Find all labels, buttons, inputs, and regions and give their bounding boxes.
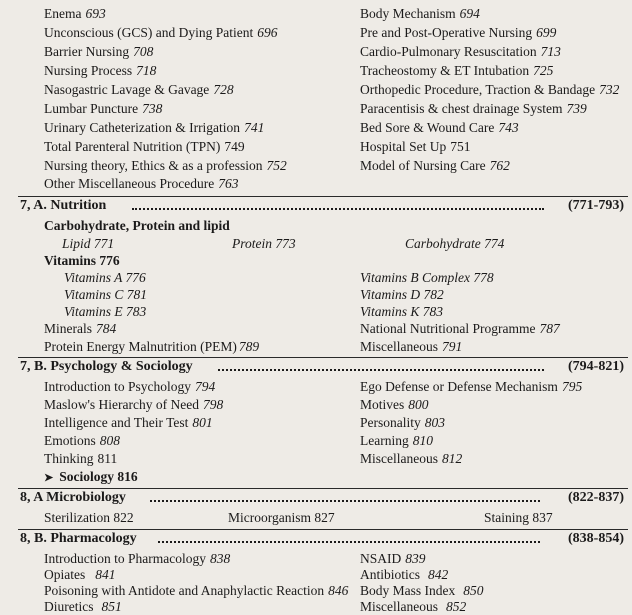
page-number: 784 bbox=[96, 321, 117, 336]
entry-label: Lumbar Puncture bbox=[44, 101, 139, 116]
entry-label: Nursing theory, Ethics & as a profession bbox=[44, 158, 263, 173]
page-number: 752 bbox=[266, 158, 287, 173]
entry-body-mechanism bbox=[360, 6, 480, 22]
entry-tracheostomy bbox=[360, 63, 553, 79]
page-number: 841 bbox=[95, 567, 116, 582]
page-number: 852 bbox=[445, 599, 467, 614]
entry-label: Poisoning with Antidote and Anaphylactic Reaction bbox=[44, 583, 325, 598]
entry-label: Maslow's Hierarchy of Need bbox=[44, 397, 200, 412]
page-number: 795 bbox=[561, 379, 583, 394]
entry-label: Personality bbox=[360, 415, 421, 430]
entry-learning bbox=[360, 433, 433, 449]
page-number: 725 bbox=[533, 63, 554, 78]
entry-other-misc-procedure bbox=[44, 176, 238, 192]
entry-bmi bbox=[360, 583, 484, 599]
page-number: 808 bbox=[99, 433, 121, 448]
entry-maslow bbox=[44, 397, 223, 413]
entry-label: Urinary Catheterization & Irrigation bbox=[44, 120, 241, 135]
page-number: 794 bbox=[195, 379, 216, 394]
entry-nasogastric bbox=[44, 82, 234, 98]
page-number: 739 bbox=[566, 101, 587, 116]
entry-emotions bbox=[44, 433, 120, 449]
entry-label: Model of Nursing Care bbox=[360, 158, 486, 173]
entry-label: Cardio-Pulmonary Resuscitation bbox=[360, 44, 537, 59]
entry-thinking bbox=[44, 451, 117, 467]
page-number: 718 bbox=[136, 63, 157, 78]
page-number: 694 bbox=[459, 6, 480, 21]
page-number: 846 bbox=[328, 583, 349, 598]
entry-intelligence bbox=[44, 415, 213, 431]
entry-diuretics bbox=[44, 599, 122, 615]
section-range-nutrition: (771-793) bbox=[568, 198, 624, 213]
entry-bed-sore bbox=[360, 120, 519, 136]
entry-label: Miscellaneous bbox=[360, 339, 438, 354]
page-number: 708 bbox=[133, 44, 154, 59]
arrow-bullet-icon: ➤ bbox=[44, 472, 54, 484]
entry-label: Paracentisis & chest drainage System bbox=[360, 101, 563, 116]
entry-microorganism: Microorganism 827 bbox=[228, 510, 335, 525]
entry-label: Bed Sore & Wound Care bbox=[360, 120, 495, 135]
entry-label: Learning bbox=[360, 433, 409, 448]
entry-minerals bbox=[44, 321, 116, 337]
entry-carbohydrate: Carbohydrate 774 bbox=[405, 236, 505, 251]
entry-label: Nasogastric Lavage & Gavage bbox=[44, 82, 210, 97]
entry-motives bbox=[360, 397, 429, 413]
entry-label: Body Mass Index bbox=[360, 583, 456, 598]
page-number: 800 bbox=[408, 397, 429, 412]
entry-label: Diuretics bbox=[44, 599, 94, 614]
page-number: 696 bbox=[257, 25, 278, 40]
entry-label: Miscellaneous bbox=[360, 451, 438, 466]
entry-poisoning bbox=[44, 583, 348, 599]
entry-sterilization: Sterilization 822 bbox=[44, 510, 134, 525]
page-number: 763 bbox=[218, 176, 239, 191]
page-number: 751 bbox=[450, 139, 471, 154]
entry-unconscious bbox=[44, 25, 277, 41]
dot-leader bbox=[132, 208, 544, 210]
entry-label: Introduction to Pharmacology bbox=[44, 551, 206, 566]
entry-label: Other Miscellaneous Procedure bbox=[44, 176, 215, 191]
page-number: 741 bbox=[244, 120, 265, 135]
entry-label: Ego Defense or Defense Mechanism bbox=[360, 379, 558, 394]
entry-urinary-catheterization bbox=[44, 120, 264, 136]
entry-hospital-set-up bbox=[360, 139, 471, 155]
page-number: 801 bbox=[192, 415, 213, 430]
entry-label: NSAID bbox=[360, 551, 402, 566]
entry-label: Emotions bbox=[44, 433, 96, 448]
entry-vitamin-e: Vitamins E 783 bbox=[64, 304, 147, 319]
section-range-microbiology: (822-837) bbox=[568, 490, 624, 505]
entry-nutrition-misc bbox=[360, 339, 462, 355]
page-number: 693 bbox=[85, 6, 106, 21]
section-rule bbox=[18, 196, 628, 197]
section-title-nutrition: 7, A. Nutrition bbox=[20, 198, 107, 213]
entry-ego-defense bbox=[360, 379, 582, 395]
entry-vitamin-c: Vitamins C 781 bbox=[64, 287, 148, 302]
entry-lipid: Lipid 771 bbox=[62, 236, 115, 251]
section-title-psychology: 7, B. Psychology & Sociology bbox=[20, 359, 193, 374]
page-number: 811 bbox=[97, 451, 118, 466]
entry-vitamin-a: Vitamins A 776 bbox=[64, 270, 146, 285]
entry-label: National Nutritional Programme bbox=[360, 321, 536, 336]
entry-label: Motives bbox=[360, 397, 405, 412]
page-number: 838 bbox=[209, 551, 231, 566]
entry-model-nursing-care bbox=[360, 158, 510, 174]
entry-pem bbox=[44, 339, 259, 355]
entry-intro-pharmacology bbox=[44, 551, 230, 567]
page-number: 787 bbox=[539, 321, 560, 336]
entry-label: Hospital Set Up bbox=[360, 139, 447, 154]
entry-label: Opiates bbox=[44, 567, 86, 582]
page-number: 803 bbox=[424, 415, 445, 430]
entry-nursing-theory bbox=[44, 158, 287, 174]
entry-label: Orthopedic Procedure, Traction & Bandage bbox=[360, 82, 596, 97]
section-range-pharmacology: (838-854) bbox=[568, 531, 624, 546]
page-number: 732 bbox=[599, 82, 620, 97]
entry-staining: Staining 837 bbox=[484, 510, 553, 525]
entry-label: Sociology 816 bbox=[59, 469, 138, 484]
entry-protein: Protein 773 bbox=[232, 236, 296, 251]
entry-label: Antibiotics bbox=[360, 567, 420, 582]
entry-label: Protein Energy Malnutrition (PEM) bbox=[44, 339, 237, 354]
entry-vitamin-b: Vitamins B Complex 778 bbox=[360, 270, 494, 285]
entry-label: Body Mechanism bbox=[360, 6, 456, 21]
page-number: 812 bbox=[441, 451, 463, 466]
entry-vitamin-k: Vitamins K 783 bbox=[360, 304, 444, 319]
page-number: 762 bbox=[489, 158, 510, 173]
page-number: 798 bbox=[203, 397, 224, 412]
entry-label: Miscellaneous bbox=[360, 599, 438, 614]
entry-vitamin-d: Vitamins D 782 bbox=[360, 287, 444, 302]
dot-leader bbox=[150, 500, 540, 502]
entry-intro-psychology bbox=[44, 379, 215, 395]
dot-leader bbox=[218, 369, 544, 371]
entry-opiates bbox=[44, 567, 116, 583]
page-number: 850 bbox=[463, 583, 484, 598]
entry-label: Introduction to Psychology bbox=[44, 379, 191, 394]
entry-label: Pre and Post-Operative Nursing bbox=[360, 25, 533, 40]
entry-label: Nursing Process bbox=[44, 63, 133, 78]
entry-tpn bbox=[44, 139, 245, 155]
page-number: 810 bbox=[412, 433, 433, 448]
entry-cpr bbox=[360, 44, 561, 60]
entry-nursing-process bbox=[44, 63, 156, 79]
entry-label: Barrier Nursing bbox=[44, 44, 130, 59]
section-range-psychology: (794-821) bbox=[568, 359, 624, 374]
entry-lumbar-puncture bbox=[44, 101, 162, 117]
section-title-pharmacology: 8, B. Pharmacology bbox=[20, 531, 137, 546]
entry-barrier-nursing bbox=[44, 44, 153, 60]
entry-orthopedic bbox=[360, 82, 619, 98]
page-number: 749 bbox=[224, 139, 245, 154]
subheading-vitamins: Vitamins 776 bbox=[44, 253, 120, 268]
entry-personality bbox=[360, 415, 445, 431]
entry-enema bbox=[44, 6, 106, 22]
dot-leader bbox=[158, 541, 540, 543]
entry-antibiotics bbox=[360, 567, 448, 583]
entry-label: Thinking bbox=[44, 451, 94, 466]
entry-paracentisis bbox=[360, 101, 587, 117]
entry-label: Minerals bbox=[44, 321, 92, 336]
entry-label: Tracheostomy & ET Intubation bbox=[360, 63, 530, 78]
entry-label: Enema bbox=[44, 6, 82, 21]
page-number: 728 bbox=[213, 82, 234, 97]
page-number: 851 bbox=[101, 599, 122, 614]
section-title-microbiology: 8, A Microbiology bbox=[20, 490, 126, 505]
entry-pharmacology-misc bbox=[360, 599, 466, 615]
page-number: 789 bbox=[238, 339, 260, 354]
page-number: 743 bbox=[498, 120, 519, 135]
entry-label: Intelligence and Their Test bbox=[44, 415, 189, 430]
entry-pre-post-operative bbox=[360, 25, 556, 41]
entry-label: Unconscious (GCS) and Dying Patient bbox=[44, 25, 254, 40]
entry-label: Total Parenteral Nutrition (TPN) bbox=[44, 139, 221, 154]
entry-national-nutritional bbox=[360, 321, 560, 337]
subheading-carbohydrate-protein-lipid: Carbohydrate, Protein and lipid bbox=[44, 218, 230, 233]
entry-psychology-misc bbox=[360, 451, 462, 467]
page-number: 713 bbox=[540, 44, 561, 59]
page-number: 699 bbox=[536, 25, 557, 40]
entry-nsaid bbox=[360, 551, 426, 567]
page-number: 839 bbox=[405, 551, 426, 566]
page-number: 842 bbox=[428, 567, 449, 582]
entry-sociology bbox=[44, 469, 138, 486]
page-number: 738 bbox=[142, 101, 163, 116]
page-number: 791 bbox=[441, 339, 463, 354]
